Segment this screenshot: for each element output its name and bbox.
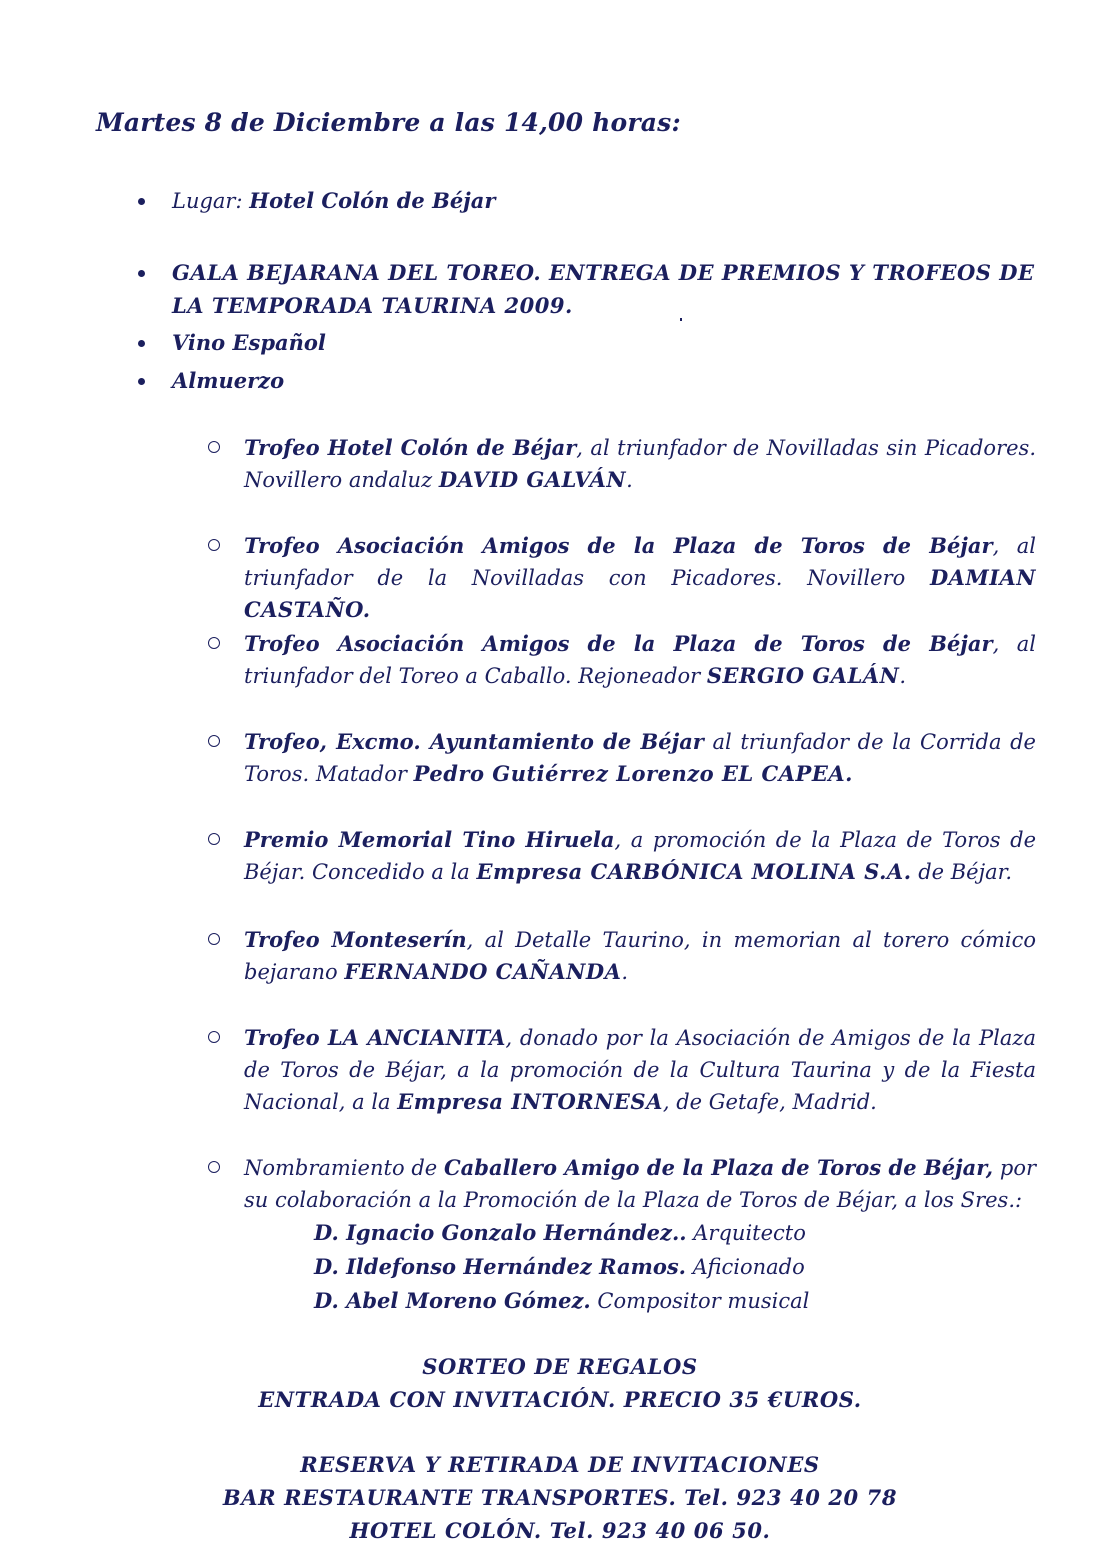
- award-item: [244, 824, 1036, 888]
- award-text: , donado por la Asociación de Amigos de la Plaza de Toros de Béjar, a la promoción de la Cultura Taurina y de la Fiesta Nacional, a la: [244, 1026, 1036, 1114]
- lugar-value: Hotel Colón de Béjar: [249, 188, 496, 213]
- footer-bar-phone: BAR RESTAURANTE TRANSPORTES. Tel. 923 40 20 78: [222, 1485, 898, 1510]
- award-trophy: Trofeo Monteserín: [244, 927, 467, 952]
- award-winner: Empresa INTORNESA: [397, 1089, 663, 1114]
- award-item: [244, 924, 1036, 988]
- honoree-row: [314, 1250, 809, 1284]
- footer-entrada: ENTRADA CON INVITACIÓN. PRECIO 35 €UROS.: [258, 1387, 862, 1412]
- award-trophy: Trofeo Asociación Amigos de la Plaza de Toros de Béjar: [244, 533, 993, 558]
- honoree-name: D. Abel Moreno Gómez.: [314, 1288, 591, 1313]
- caballero-prefix: Nombramiento de: [244, 1156, 444, 1180]
- award-winner: DAVID GALVÁN: [438, 467, 627, 492]
- honoree-row: [314, 1216, 809, 1250]
- award-text: , al triunfador de la Novilladas con Picadores. Novillero: [244, 534, 1037, 590]
- lugar-label: Lugar:: [172, 189, 243, 213]
- footer-sorteo: SORTEO DE REGALOS: [422, 1354, 698, 1379]
- award-text: , al Detalle Taurino, in memorian al torero cómico bejarano: [244, 928, 1036, 984]
- page-heading: Martes 8 de Diciembre a las 14,00 horas:: [96, 108, 681, 137]
- award-text: al triunfador de la Corrida de Toros. Matador: [244, 730, 1036, 786]
- award-trophy: Trofeo Hotel Colón de Béjar: [244, 435, 577, 460]
- caballero-item: [244, 1152, 1036, 1216]
- award-item: [244, 726, 1036, 790]
- award-text: , al triunfador de Novilladas sin Picadores. Novillero andaluz: [244, 436, 1036, 492]
- award-end: .: [899, 664, 907, 688]
- award-item: [244, 1022, 1036, 1118]
- award-end: , de Getafe, Madrid.: [662, 1090, 877, 1114]
- bullet-lugar: [172, 184, 1040, 218]
- award-end: de Béjar.: [911, 860, 1013, 884]
- award-end: .: [626, 468, 633, 492]
- award-item: [244, 628, 1036, 692]
- honoree-name: D. Ignacio Gonzalo Hernández..: [314, 1220, 687, 1245]
- award-text: , a promoción de la Plaza de Toros de Béjar. Concedido a la: [244, 828, 1037, 884]
- footer-reserva: RESERVA Y RETIRADA DE INVITACIONES: [300, 1452, 820, 1477]
- award-winner: Empresa CARBÓNICA MOLINA S.A.: [476, 859, 912, 884]
- award-winner: DAMIAN CASTAÑO.: [244, 565, 1036, 622]
- award-winner: FERNANDO CAÑANDA: [344, 959, 622, 984]
- award-winner: Pedro Gutiérrez Lorenzo EL CAPEA.: [413, 761, 853, 786]
- bullet-gala: GALA BEJARANA DEL TOREO. ENTREGA DE PREMIOS Y TROFEOS DE LA TEMPORADA TAURINA 2009.: [172, 256, 1040, 322]
- stray-mark: [680, 318, 682, 321]
- honoree-name: D. Ildefonso Hernández Ramos.: [314, 1254, 686, 1279]
- caballero-title: Caballero Amigo de la Plaza de Toros de Béjar,: [443, 1155, 994, 1180]
- bullet-almuerzo: Almuerzo: [172, 364, 1040, 397]
- honoree-role: Aficionado: [685, 1255, 805, 1279]
- caballero-rest: por su colaboración a la Promoción de la Plaza de Toros de Béjar, a los Sres.:: [244, 1156, 1036, 1212]
- honoree-role: Compositor musical: [590, 1289, 810, 1313]
- award-trophy: Trofeo LA ANCIANITA: [244, 1025, 506, 1050]
- award-trophy: Trofeo Asociación Amigos de la Plaza de Toros de Béjar: [244, 631, 993, 656]
- award-item: [244, 432, 1036, 496]
- honoree-role: Arquitecto: [686, 1221, 806, 1245]
- award-item: [244, 530, 1036, 626]
- honoree-list: [314, 1216, 809, 1318]
- award-end: .: [621, 960, 629, 984]
- award-trophy: Trofeo, Excmo. Ayuntamiento de Béjar: [244, 729, 704, 754]
- award-trophy: Premio Memorial Tino Hiruela: [244, 827, 615, 852]
- award-winner: SERGIO GALÁN: [706, 663, 900, 688]
- footer-hotel-phone: HOTEL COLÓN. Tel. 923 40 06 50.: [349, 1518, 771, 1543]
- honoree-row: [314, 1284, 809, 1318]
- bullet-vino: Vino Español: [172, 326, 1040, 359]
- award-text: , al triunfador del Toreo a Caballo. Rejoneador: [244, 632, 1037, 688]
